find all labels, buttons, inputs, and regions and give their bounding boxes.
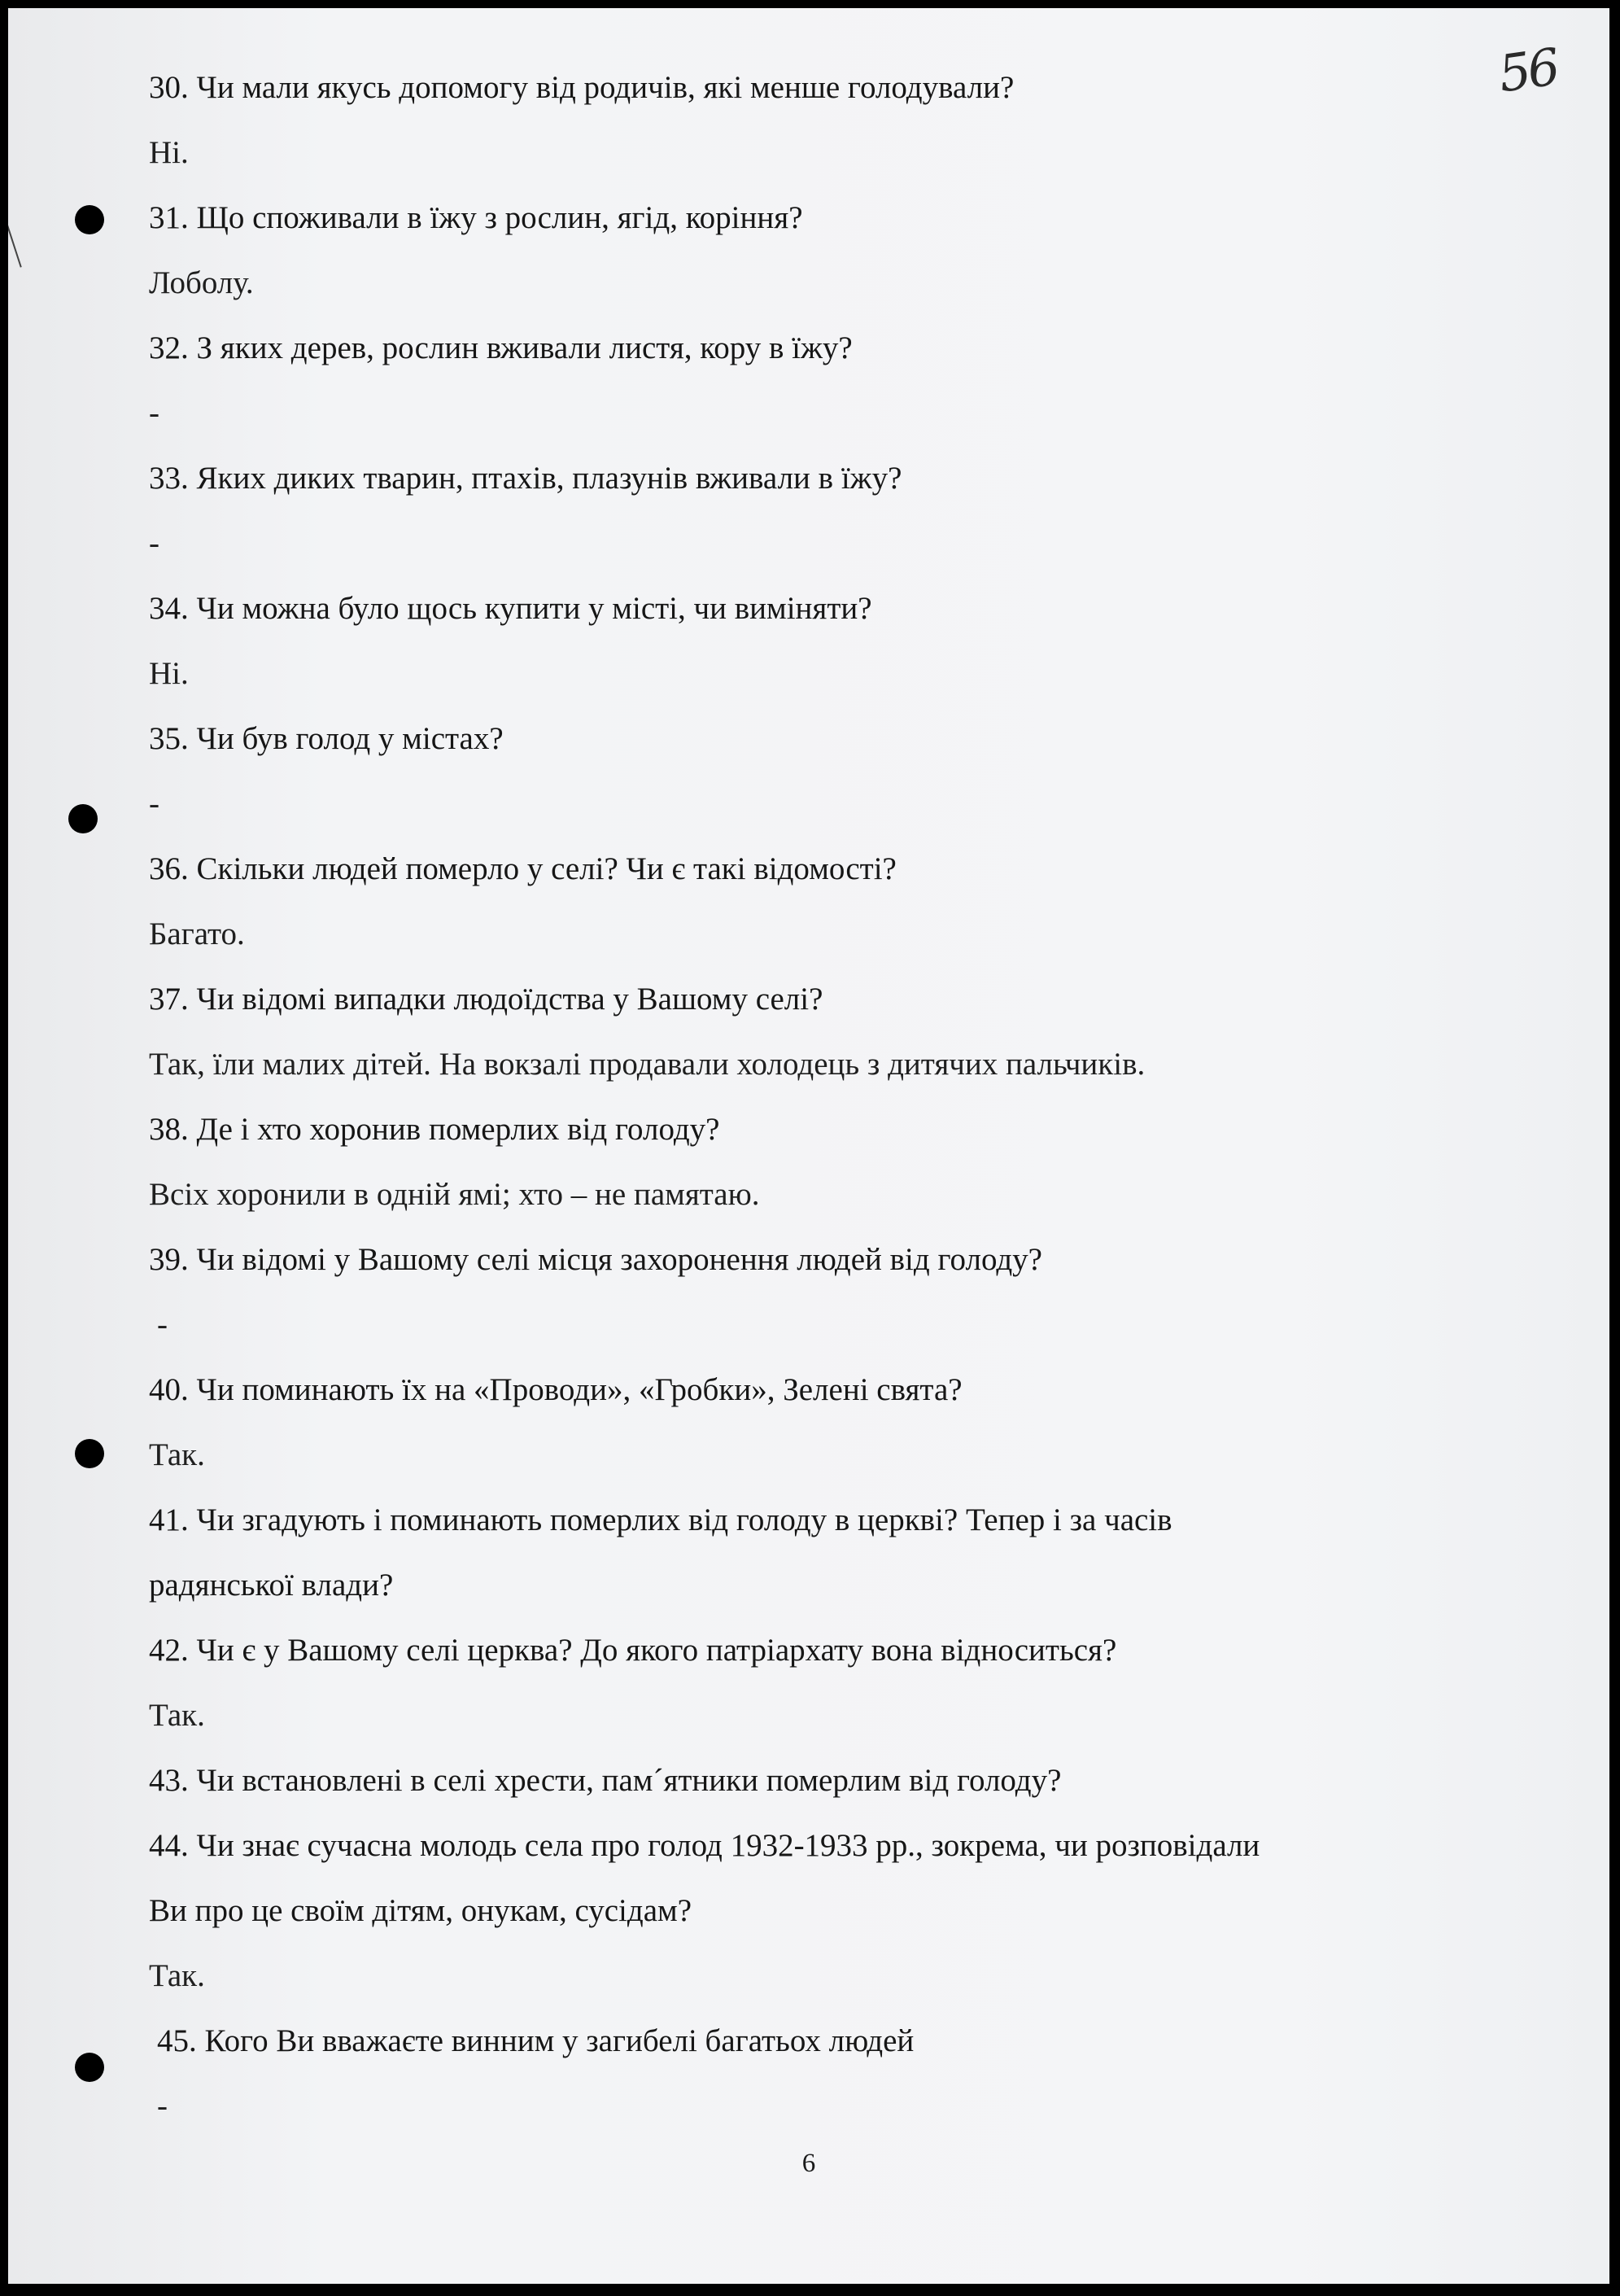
answer-line: - <box>157 1307 168 1342</box>
question-line: 33. Яких диких тварин, птахів, плазунів вживали в їжу? <box>149 461 902 496</box>
answer-line: - <box>149 786 159 821</box>
question-line: 32. З яких дерев, рослин вживали листя, кору в їжу? <box>149 330 853 365</box>
question-line: 34. Чи можна було щось купити у місті, чи виміняти? <box>149 591 872 626</box>
punch-hole-1 <box>75 205 104 234</box>
answer-line: Всіх хоронили в одній ямі; хто – не памятаю. <box>149 1177 760 1212</box>
question-line: 42. Чи є у Вашому селі церква? До якого патріархату вона відноситься? <box>149 1633 1117 1668</box>
document-page <box>8 8 1609 2284</box>
question-line: 40. Чи поминають їх на «Проводи», «Гробки», Зелені свята? <box>149 1372 963 1407</box>
question-line: 37. Чи відомі випадки людоїдства у Вашому селі? <box>149 982 823 1017</box>
answer-line: Ні. <box>149 135 189 170</box>
answer-line: Так, їли малих дітей. На вокзалі продавали холодець з дитячих пальчиків. <box>149 1047 1146 1082</box>
page-number: 6 <box>801 2149 816 2178</box>
question-line: 38. Де і хто хоронив померлих від голоду? <box>149 1112 720 1147</box>
answer-line: - <box>149 396 159 431</box>
question-line: 31. Що споживали в їжу з рослин, ягід, коріння? <box>149 200 803 235</box>
answer-line: - <box>149 526 159 561</box>
answer-line: Лоболу. <box>149 265 254 300</box>
answer-line: Так. <box>149 1437 205 1472</box>
answer-line: Так. <box>149 1958 205 1993</box>
answer-line: - <box>157 2088 168 2123</box>
question-line: радянської влади? <box>149 1568 394 1603</box>
punch-hole-2 <box>68 804 98 833</box>
answer-line: Ні. <box>149 656 189 691</box>
punch-hole-3 <box>75 1439 104 1468</box>
question-line: 30. Чи мали якусь допомогу від родичів, які менше голодували? <box>149 70 1015 105</box>
answer-line: Так. <box>149 1698 205 1733</box>
question-line: 45. Кого Ви вважаєте винним у загибелі багатьох людей <box>157 2023 915 2058</box>
punch-hole-4 <box>75 2053 104 2082</box>
question-line: 44. Чи знає сучасна молодь села про голод 1932-1933 рр., зокрема, чи розповідали <box>149 1828 1260 1863</box>
answer-line: Багато. <box>149 916 245 951</box>
question-line: 39. Чи відомі у Вашому селі місця захоронення людей від голоду? <box>149 1242 1042 1277</box>
question-line: 43. Чи встановлені в селі хрести, пам´ятники померлим від голоду? <box>149 1763 1062 1798</box>
handwritten-folio-number: 56 <box>1495 37 1561 104</box>
question-line: 36. Скільки людей померло у селі? Чи є такі відомості? <box>149 851 897 886</box>
question-line: Ви про це своїм дітям, онукам, сусідам? <box>149 1893 692 1928</box>
questionnaire-text <box>149 55 1548 2139</box>
paper-edge-mark <box>8 212 22 267</box>
question-line: 35. Чи був голод у містах? <box>149 721 504 756</box>
question-line: 41. Чи згадують і поминають померлих від голоду в церкві? Тепер і за часів <box>149 1502 1172 1537</box>
